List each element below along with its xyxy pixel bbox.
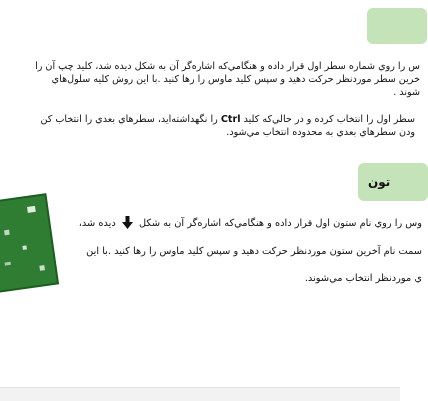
paragraph-line: ﺱ را روي شماره سطر اول قرار داده و هنگامي‌که اشاره‌گر آن به شكل ديده شد، كليد چپ آن را — [35, 61, 420, 72]
paragraph-column-line-3: ي موردنظر انتخاب مي‌شوند. — [304, 273, 422, 284]
book-cover-image — [0, 194, 58, 291]
text-segment: را نگهداشته‌ايد، سطرهاي بعدي را انتخاب کن — [40, 114, 218, 125]
paragraph-line: خرين سطر موردنظر حركت دهيد و سپس كليد ماوس را رها كنيد .با اين روش كليه سلول‌هاي — [51, 74, 420, 85]
text-segment: ديده شد، — [78, 218, 116, 229]
section-header-1 — [367, 8, 427, 44]
paragraph-ctrl-selection — [0, 113, 415, 139]
down-arrow-icon — [122, 216, 133, 229]
bottom-bar — [0, 387, 400, 401]
paragraph-column-line-1 — [79, 216, 422, 230]
paragraph-row-selection — [0, 60, 420, 99]
paragraph-line — [0, 113, 415, 126]
text-segment: وس را روي نام ستون اول قرار داده و هنگامي‌که اشاره‌گر آن به شکل — [138, 218, 422, 229]
paragraph-line: ودن سطرهاي بعدي به محدوده انتخاب مي‌شود. — [226, 127, 415, 138]
paragraph-column-line-2: سمت نام آخرين ستون موردنظر حركت دهيد و سپس كليد ماوس را رها كنيد .با اين — [86, 246, 422, 257]
ctrl-key-label: Ctrl — [220, 114, 241, 125]
paragraph-line: شوند . — [393, 87, 420, 98]
section-header-columns-label: تون — [368, 175, 391, 189]
section-header-columns — [358, 163, 428, 201]
text-segment: سطر اول را انتخاب کرده و در حالي‌که کليد — [243, 114, 415, 125]
